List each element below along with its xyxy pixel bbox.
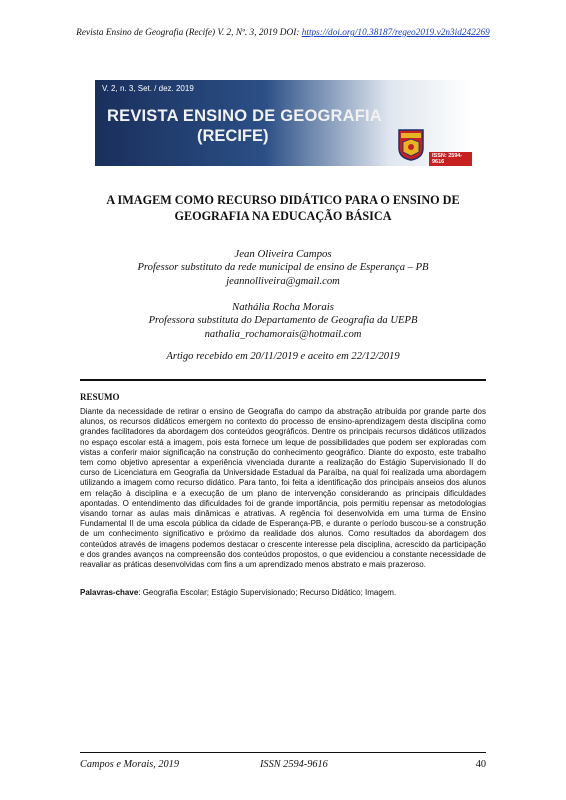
article-title-line2: GEOGRAFIA NA EDUCAÇÃO BÁSICA [174,209,392,223]
footer-authors: Campos e Morais, 2019 [80,759,179,770]
banner-title-line1: REVISTA ENSINO DE GEOGRAFIA [107,107,382,125]
running-header-text: Revista Ensino de Geografia (Recife) V. 2, Nº. 3, 2019 DOI: [76,28,302,38]
author2-name: Nathália Rocha Morais [232,301,334,313]
author1-name: Jean Oliveira Campos [234,248,332,260]
author2-email: nathalia_rochamorais@hotmail.com [204,329,362,340]
footer-divider [80,752,486,753]
resumo-heading: RESUMO [80,392,120,402]
doi-link[interactable]: https://doi.org/10.38187/regeo2019.v2n3id242269 [301,28,490,38]
banner-volume: V. 2, n. 3, Set. / dez. 2019 [102,84,194,93]
university-seal-icon [397,128,425,161]
banner-issn-badge: ISSN: 2594-9616 [429,152,472,166]
keywords-line [80,588,486,597]
banner-title-line2: (RECIFE) [197,127,269,145]
running-header [0,28,566,38]
footer-issn: ISSN 2594-9616 [260,759,328,770]
section-divider [80,379,486,381]
keywords-text: : Geografia Escolar; Estágio Supervisionado; Recurso Didático; Imagem. [138,588,397,597]
author1-email: jeannolliveira@gmail.com [226,276,340,287]
article-title-line1: A IMAGEM COMO RECURSO DIDÁTICO PARA O ENSINO DE [106,193,460,207]
keywords-label: Palavras-chave [80,588,139,597]
resumo-body: Diante da necessidade de retirar o ensino de Geografia do campo da abstração atribuída por grande parte dos alunos, os recursos didáticos emergem no contexto do processo de ensino-aprendizagem desta disciplina como grandes facilitadores da abordagem dos conteúdos geográficos. Dentre os principais recursos didáticos utilizados no espaço escolar está a imagem, pois esta fornece um leque de possibilidades que podem ser exploradas com vistas a conferir maior significação na construção do conhecimento geográfico. Diante do exposto, este trabalho tem como objetivo apresentar a experiência vivenciada durante a realização do Estágio Supervisionado II do curso de Licenciatura em Geografia da Universidade Estadual da Paraíba, na qual foi realizada uma abordagem utilizando a imagem como recurso didático. Para tanto, foi feita a identificação dos principais anseios dos alunos em relação à disciplina e a execução de um plano de intervenção considerando as principais dificuldades apontadas. O entendimento das dificuldades foi de grande importância, pois permitiu repensar as metodologias visando tornar as aulas mais dinâmicas e atrativas. A regência foi desenvolvida em uma turma de Ensino Fundamental II de uma escola pública da cidade de Esperança-PB, e durante o período buscou-se a construção de um conhecimento significativo e próximo da realidade dos alunos. Como resultados da abordagem dos conteúdos através de imagens podemos destacar o crescente interesse pela disciplina, acrescido da participação e dos grandes avanços na compreensão dos conteúdos propostos, o que evidenciou a constante necessidade de reavaliar as práticas desenvolvidas com fins a um aprendizado menos abstrato e mais prazeroso. [80,407,486,570]
journal-banner [95,80,472,166]
author1-affiliation: Professor substituto da rede municipal de ensino de Esperança – PB [137,262,429,273]
page-number: 40 [475,759,486,770]
author2-affiliation: Professora substituta do Departamento de Geografia da UEPB [148,315,418,326]
received-date: Artigo recebido em 20/11/2019 e aceito em 22/12/2019 [166,351,400,362]
